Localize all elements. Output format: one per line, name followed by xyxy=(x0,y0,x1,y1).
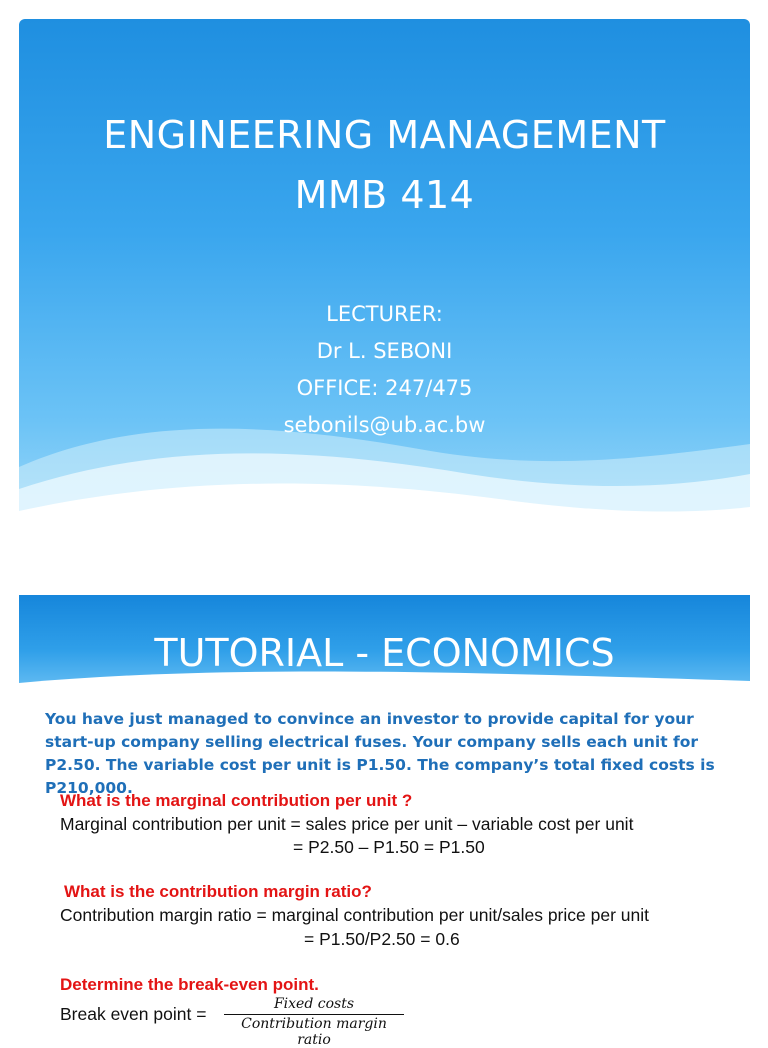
office-number: OFFICE: 247/475 xyxy=(296,376,473,400)
wave-decoration xyxy=(19,19,750,555)
fraction-bar xyxy=(224,1014,404,1015)
answer-1-line1: Marginal contribution per unit = sales price per unit – variable cost per unit xyxy=(60,814,634,834)
answer-2-line1: Contribution margin ratio = marginal contribution per unit/sales price per unit xyxy=(60,905,649,925)
question-1: What is the marginal contribution per unit ? xyxy=(60,791,413,810)
lecturer-label: LECTURER: xyxy=(326,302,443,326)
question-3: Determine the break-even point. xyxy=(60,975,319,994)
title-slide xyxy=(19,19,750,555)
problem-statement: You have just managed to convince an investor to provide capital for your start-up company selling electrical fuses. Your company sells each unit for P2.50. The variable cost per unit is P1.50. The company’s total fixed costs is P210,000. xyxy=(45,710,715,797)
answer-1-line2: = P2.50 – P1.50 = P1.50 xyxy=(293,837,485,857)
fraction-denominator: Contribution margin ratio xyxy=(241,1016,387,1048)
course-code: MMB 414 xyxy=(294,173,475,217)
question-2: What is the contribution margin ratio? xyxy=(64,882,372,901)
course-title: ENGINEERING MANAGEMENT xyxy=(103,113,666,157)
tutorial-slide xyxy=(19,595,750,1048)
email-address: sebonils@ub.ac.bw xyxy=(283,413,486,437)
fraction-numerator: Fixed costs xyxy=(273,996,355,1012)
answer-2-line2: = P1.50/P2.50 = 0.6 xyxy=(304,929,460,949)
break-even-fraction xyxy=(224,995,404,1048)
answer-3-prefix: Break even point = xyxy=(60,1004,207,1024)
slide-title: TUTORIAL - ECONOMICS xyxy=(154,631,615,675)
lecturer-name: Dr L. SEBONI xyxy=(316,339,453,363)
